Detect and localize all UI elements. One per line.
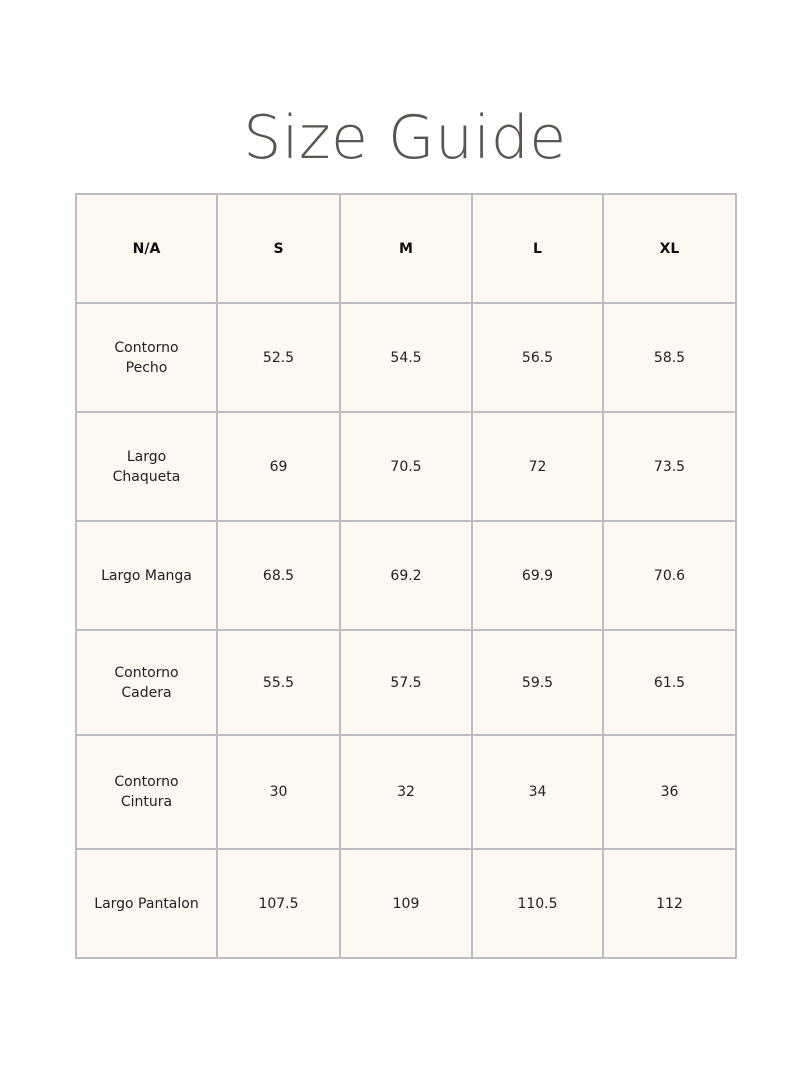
row-label-line: Contorno [114, 339, 179, 356]
row-label-cell [76, 303, 217, 412]
row-label-cell [76, 521, 217, 630]
row-label-line: Cadera [121, 684, 172, 701]
row-label-cell [76, 849, 217, 958]
row-label-line: Chaqueta [112, 468, 181, 485]
header-cell-m: M [340, 194, 472, 303]
row-label-line: Largo Manga [101, 567, 192, 584]
header-cell-xl: XL [603, 194, 736, 303]
value-cell: 69.2 [340, 521, 472, 630]
value-cell: 54.5 [340, 303, 472, 412]
value-cell: 112 [603, 849, 736, 958]
value-cell: 56.5 [472, 303, 603, 412]
page-title: Size Guide [243, 103, 567, 173]
header-cell-label: N/A [76, 194, 217, 303]
table-row [76, 521, 736, 630]
value-cell: 70.6 [603, 521, 736, 630]
value-cell: 36 [603, 735, 736, 849]
row-label-line: Pecho [125, 359, 168, 376]
value-cell: 70.5 [340, 412, 472, 521]
value-cell: 61.5 [603, 630, 736, 735]
value-cell: 69.9 [472, 521, 603, 630]
value-cell: 59.5 [472, 630, 603, 735]
value-cell: 34 [472, 735, 603, 849]
row-label-cell [76, 735, 217, 849]
table-row [76, 849, 736, 958]
table-row [76, 303, 736, 412]
table-row [76, 412, 736, 521]
row-label-line: Largo [126, 448, 167, 465]
value-cell: 30 [217, 735, 340, 849]
value-cell: 52.5 [217, 303, 340, 412]
row-label-cell [76, 630, 217, 735]
row-label-line: Cintura [120, 794, 173, 810]
row-label-line: Contorno [114, 664, 179, 681]
value-cell: 109 [340, 849, 472, 958]
value-cell: 72 [472, 412, 603, 521]
size-guide-table [75, 193, 737, 959]
value-cell: 107.5 [217, 849, 340, 958]
table-row [76, 735, 736, 849]
value-cell: 57.5 [340, 630, 472, 735]
value-cell: 55.5 [217, 630, 340, 735]
row-label-cell [76, 412, 217, 521]
table-header-row [76, 194, 736, 303]
value-cell: 69 [217, 412, 340, 521]
value-cell: 58.5 [603, 303, 736, 412]
header-cell-l: L [472, 194, 603, 303]
value-cell: 68.5 [217, 521, 340, 630]
row-label-line: Largo Pantalon [94, 895, 199, 912]
value-cell: 32 [340, 735, 472, 849]
value-cell: 73.5 [603, 412, 736, 521]
table-row [76, 630, 736, 735]
value-cell: 110.5 [472, 849, 603, 958]
header-cell-s: S [217, 194, 340, 303]
row-label-line: Contorno [114, 774, 179, 790]
